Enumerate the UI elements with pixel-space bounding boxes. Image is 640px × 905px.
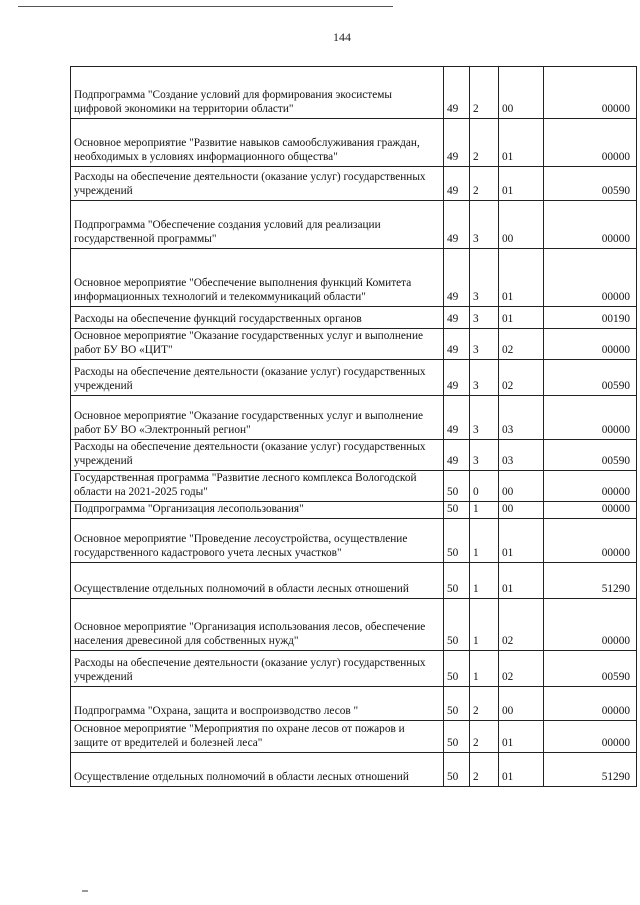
code-cell-2: 3 (470, 249, 499, 307)
code-cell-3: 01 (499, 721, 544, 753)
table-row (71, 249, 637, 307)
code-cell-1: 49 (444, 360, 470, 396)
table-row (71, 471, 637, 502)
code-cell-1: 49 (444, 307, 470, 329)
code-cell-3: 02 (499, 329, 544, 360)
code-cell-2: 1 (470, 599, 499, 651)
code-cell-3: 01 (499, 519, 544, 563)
code-cell-4: 51290 (544, 563, 637, 599)
code-cell-4: 00590 (544, 651, 637, 687)
code-cell-1: 50 (444, 502, 470, 519)
table-row (71, 67, 637, 119)
code-cell-4: 00000 (544, 599, 637, 651)
code-cell-3: 00 (499, 201, 544, 249)
code-cell-4: 00190 (544, 307, 637, 329)
code-cell-4: 00590 (544, 360, 637, 396)
row-name-cell: Основное мероприятие "Проведение лесоустройства, осуществление государственного кадастрового учета лесных участков" (71, 519, 444, 563)
table-row (71, 119, 637, 167)
code-cell-1: 50 (444, 651, 470, 687)
row-name-cell: Государственная программа "Развитие лесного комплекса Вологодской области на 2021-2025 годы" (71, 471, 444, 502)
code-cell-4: 00000 (544, 119, 637, 167)
table-row (71, 721, 637, 753)
code-cell-1: 50 (444, 687, 470, 721)
scan-artifact (82, 890, 88, 892)
code-cell-3: 00 (499, 502, 544, 519)
code-cell-2: 2 (470, 721, 499, 753)
code-cell-2: 1 (470, 563, 499, 599)
table-row (71, 651, 637, 687)
table-row (71, 753, 637, 787)
code-cell-1: 49 (444, 201, 470, 249)
row-name-cell: Основное мероприятие "Организация использования лесов, обеспечение населения древесиной для собственных нужд" (71, 599, 444, 651)
code-cell-1: 50 (444, 599, 470, 651)
table-row (71, 360, 637, 396)
code-cell-3: 02 (499, 651, 544, 687)
code-cell-2: 3 (470, 440, 499, 471)
code-cell-1: 49 (444, 119, 470, 167)
code-cell-4: 00000 (544, 471, 637, 502)
row-name-cell: Расходы на обеспечение деятельности (оказание услуг) государственных учреждений (71, 651, 444, 687)
code-cell-1: 50 (444, 519, 470, 563)
page-number: 144 (333, 30, 351, 44)
code-cell-2: 3 (470, 201, 499, 249)
code-cell-4: 00000 (544, 201, 637, 249)
code-cell-3: 02 (499, 599, 544, 651)
code-cell-3: 03 (499, 396, 544, 440)
code-cell-1: 50 (444, 721, 470, 753)
code-cell-4: 00000 (544, 396, 637, 440)
code-cell-4: 00590 (544, 167, 637, 201)
row-name-cell: Основное мероприятие "Развитие навыков самообслуживания граждан, необходимых в условиях информационного общества" (71, 119, 444, 167)
table-row (71, 307, 637, 329)
code-cell-1: 49 (444, 249, 470, 307)
code-cell-1: 49 (444, 67, 470, 119)
code-cell-2: 3 (470, 360, 499, 396)
code-cell-1: 49 (444, 440, 470, 471)
row-name-cell: Подпрограмма "Обеспечение создания условий для реализации государственной программы" (71, 201, 444, 249)
table-row (71, 563, 637, 599)
row-name-cell: Подпрограмма "Охрана, защита и воспроизводство лесов " (71, 687, 444, 721)
code-cell-2: 2 (470, 67, 499, 119)
code-cell-2: 1 (470, 502, 499, 519)
row-name-cell: Подпрограмма "Создание условий для формирования экосистемы цифровой экономики на территории области" (71, 67, 444, 119)
code-cell-3: 01 (499, 753, 544, 787)
code-cell-4: 00000 (544, 502, 637, 519)
code-cell-4: 00000 (544, 249, 637, 307)
row-name-cell: Расходы на обеспечение функций государственных органов (71, 307, 444, 329)
code-cell-3: 03 (499, 440, 544, 471)
code-cell-4: 00000 (544, 329, 637, 360)
row-name-cell: Расходы на обеспечение деятельности (оказание услуг) государственных учреждений (71, 360, 444, 396)
code-cell-3: 01 (499, 563, 544, 599)
code-cell-4: 51290 (544, 753, 637, 787)
code-cell-1: 49 (444, 167, 470, 201)
table-row (71, 201, 637, 249)
row-name-cell: Подпрограмма "Организация лесопользования" (71, 502, 444, 519)
code-cell-1: 50 (444, 563, 470, 599)
table-row (71, 167, 637, 201)
code-cell-3: 02 (499, 360, 544, 396)
code-cell-1: 50 (444, 753, 470, 787)
row-name-cell: Основное мероприятие "Оказание государственных услуг и выполнение работ БУ ВО «ЦИТ" (71, 329, 444, 360)
code-cell-3: 00 (499, 471, 544, 502)
code-cell-3: 01 (499, 249, 544, 307)
code-cell-4: 00590 (544, 440, 637, 471)
code-cell-2: 1 (470, 651, 499, 687)
code-cell-2: 1 (470, 519, 499, 563)
code-cell-3: 01 (499, 167, 544, 201)
code-cell-4: 00000 (544, 687, 637, 721)
table-row (71, 396, 637, 440)
table-row (71, 519, 637, 563)
table-row (71, 599, 637, 651)
row-name-cell: Расходы на обеспечение деятельности (оказание услуг) государственных учреждений (71, 167, 444, 201)
table-row (71, 687, 637, 721)
code-cell-1: 49 (444, 329, 470, 360)
code-cell-2: 3 (470, 396, 499, 440)
row-name-cell: Основное мероприятие "Мероприятия по охране лесов от пожаров и защите от вредителей и болезней леса" (71, 721, 444, 753)
code-cell-4: 00000 (544, 519, 637, 563)
row-name-cell: Основное мероприятие "Обеспечение выполнения функций Комитета информационных технологий и телекоммуникаций области" (71, 249, 444, 307)
row-name-cell: Осуществление отдельных полномочий в области лесных отношений (71, 753, 444, 787)
row-name-cell: Расходы на обеспечение деятельности (оказание услуг) государственных учреждений (71, 440, 444, 471)
code-cell-4: 00000 (544, 67, 637, 119)
budget-classification-table (70, 66, 637, 787)
table-row (71, 329, 637, 360)
code-cell-2: 3 (470, 307, 499, 329)
code-cell-2: 2 (470, 753, 499, 787)
code-cell-3: 00 (499, 687, 544, 721)
code-cell-2: 2 (470, 687, 499, 721)
code-cell-3: 01 (499, 119, 544, 167)
top-rule (18, 6, 393, 7)
code-cell-2: 0 (470, 471, 499, 502)
code-cell-4: 00000 (544, 721, 637, 753)
code-cell-3: 00 (499, 67, 544, 119)
table-row (71, 502, 637, 519)
row-name-cell: Осуществление отдельных полномочий в области лесных отношений (71, 563, 444, 599)
code-cell-2: 2 (470, 167, 499, 201)
code-cell-1: 49 (444, 396, 470, 440)
row-name-cell: Основное мероприятие "Оказание государственных услуг и выполнение работ БУ ВО «Электронный регион" (71, 396, 444, 440)
table-row (71, 440, 637, 471)
code-cell-3: 01 (499, 307, 544, 329)
code-cell-1: 50 (444, 471, 470, 502)
code-cell-2: 3 (470, 329, 499, 360)
code-cell-2: 2 (470, 119, 499, 167)
